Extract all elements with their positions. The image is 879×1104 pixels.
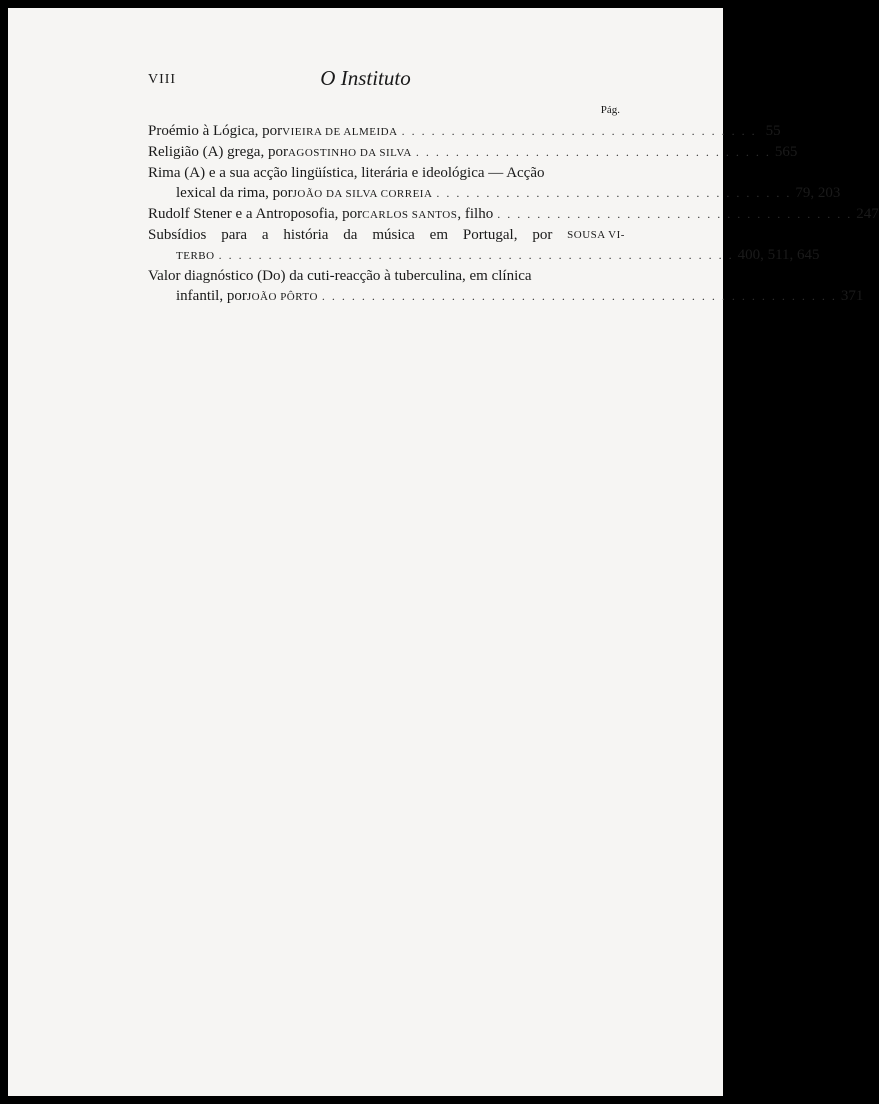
entry-page: 400, 511, 645 [737,247,820,263]
book-page [8,8,879,1096]
entry-title-continuation: lexical da rima, por [176,185,293,201]
page-column-label: Pág. [600,104,620,116]
entry-author: JOÃO PÔRTO [246,291,318,303]
entry-page: 565 [774,144,798,160]
entry-word: da [343,227,358,243]
entry-title: Rima (A) e a sua acção lingüística, literária e ideológica — Acção [148,165,545,181]
entry-author: CARLOS SANTOS [362,209,458,221]
entry-title: Proémio à Lógica, por [148,123,283,139]
leader-dots: . . . . . . . . . . . . . . . . . . . . . . . . . . . . . . . . . . . . . . . . . . . . . . . . . . . . [218,248,734,262]
leader-dots: . . . . . . . . . . . . . . . . . . . . . . . . . . . . . . . . . . . . [401,124,757,138]
toc-entry [148,163,841,204]
entry-word: em [429,227,448,243]
entry-word: por [532,227,553,243]
entry-author-continuation: TERBO [176,250,215,262]
entry-page: 79, 203 [795,185,841,201]
entry-word: Portugal, [462,227,518,243]
entry-author: JOÃO DA SILVA CORREIA [292,188,433,200]
toc-entry [148,142,798,163]
entry-author: VIEIRA DE ALMEIDA [282,126,398,138]
toc-entry [148,121,781,142]
page-header [8,66,723,96]
page-number: VIII [148,72,177,87]
entry-page: 371 [840,288,864,304]
entry-author: SOUSA VI- [567,229,625,241]
table-of-contents [148,121,879,307]
entry-title: Religião (A) grega, por [148,144,288,160]
toc-entry [148,204,879,225]
running-title: O Instituto [320,66,411,90]
entry-word: música [372,227,415,243]
entry-word: para [221,227,248,243]
entry-title-continuation: infantil, por [176,288,247,304]
entry-page: 55 [765,123,781,139]
entry-word: a [261,227,269,243]
leader-dots: . . . . . . . . . . . . . . . . . . . . . . . . . . . . . . . . . . . . . . . . . . . . . . . . . . . . [321,289,837,303]
entry-title-justified [148,225,625,245]
toc-entry [148,266,864,307]
leader-dots: . . . . . . . . . . . . . . . . . . . . . . . . . . . . . . . . . . . . [415,145,771,159]
entry-title: Valor diagnóstico (Do) da cuti-reacção à tuberculina, em clínica [148,268,532,284]
entry-author-suffix: , filho [457,206,494,222]
toc-entry [148,225,820,266]
leader-dots: . . . . . . . . . . . . . . . . . . . . . . . . . . . . . . . . . . . . [497,207,853,221]
entry-word: história [283,227,329,243]
entry-word: Subsídios [148,227,207,243]
leader-dots: . . . . . . . . . . . . . . . . . . . . . . . . . . . . . . . . . . . . [436,186,792,200]
entry-page: 247 [856,206,879,222]
entry-author: AGOSTINHO DA SILVA [287,147,412,159]
entry-title: Rudolf Stener e a Antroposofia, por [148,206,363,222]
